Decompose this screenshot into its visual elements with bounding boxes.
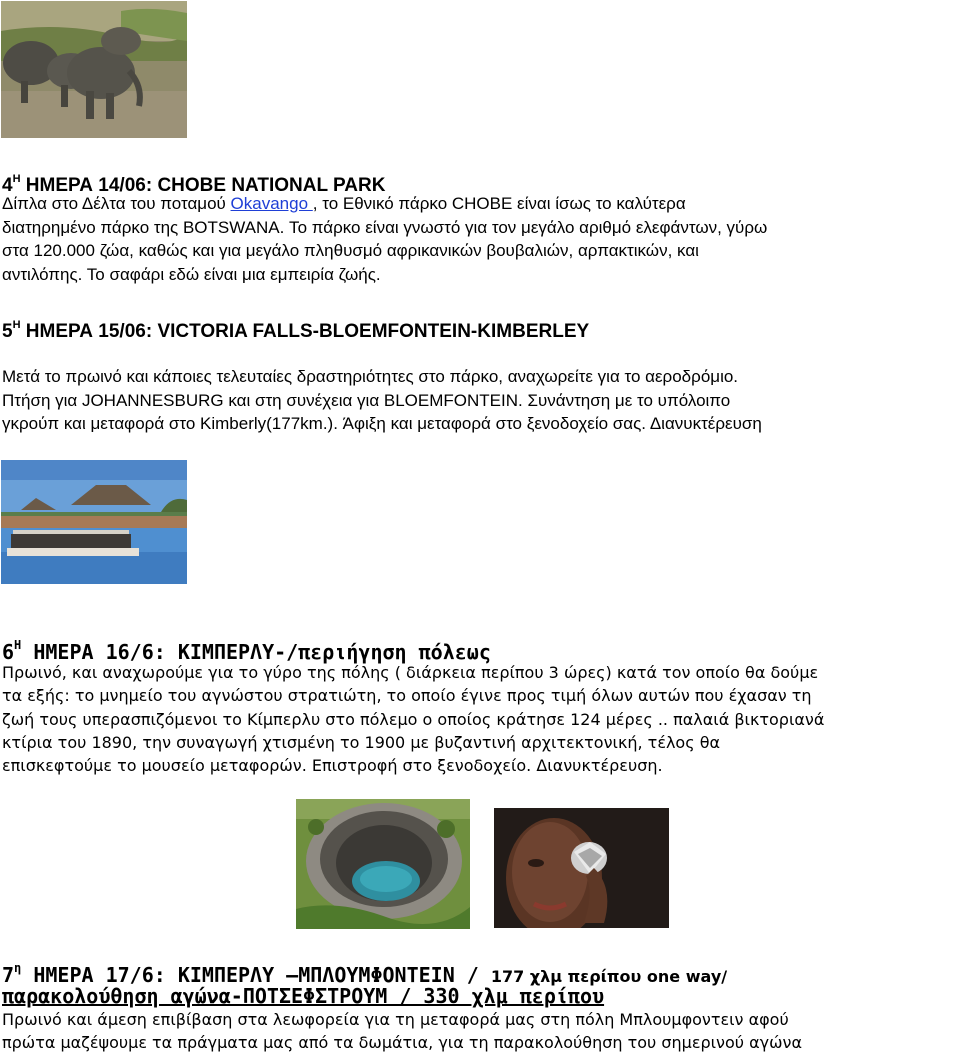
- diamond-photo: [494, 808, 669, 928]
- day5-line-2: Πτήση για JOHANNESBURG και στη συνέχεια για BLOEMFONTEIN. Συνάντηση με το υπόλοιπο: [2, 390, 731, 410]
- day4-line-3: στα 120.000 ζώα, καθώς και για μεγάλο πληθυσμό αφρικανικών βουβαλιών, αρπακτικών, και: [2, 241, 699, 260]
- day5-number: 5: [2, 321, 13, 342]
- day5-line-3: γκρούπ και μεταφορά στο Kimberly(177km.). Άφιξη και μεταφορά στο ξενοδοχείο σας. Διανυκτέρευση: [2, 414, 762, 433]
- day7-title: ΗΜΕΡΑ 17/6: ΚΙΜΠΕΡΛΥ –ΜΠΛΟΥΜΦΟΝΤΕΙΝ /: [21, 963, 491, 987]
- day6-sup: Η: [14, 638, 22, 652]
- day6-line-2: τα εξής: το μνημείο του αγνώστου στρατιώτη, το οποίο έγινε προς τιμή όλων αυτών που έχασαν τη: [2, 686, 812, 706]
- day5-title: ΗΜΕΡΑ 15/06: VICTORIA FALLS-BLOEMFONTEIN-KIMBERLEY: [20, 321, 590, 342]
- elephants-photo: [1, 1, 187, 138]
- big-hole-photo: [296, 799, 470, 929]
- day4-number: 4: [2, 175, 13, 196]
- day6-paragraph: [2, 661, 824, 777]
- day6-line-5: επισκεφτούμε το μουσείο μεταφορών. Επιστροφή στο ξενοδοχείο. Διανυκτέρευση.: [2, 756, 663, 776]
- day4-sup: Η: [12, 173, 21, 185]
- day7-line-1: Πρωινό και άμεση επιβίβαση στα λεωφορεία για τη μεταφορά μας στη πόλη Μπλουμφοντειν αφού: [2, 1010, 789, 1029]
- day7-line-2: πρώτα μαζέψουμε τα πράγματα μας από τα δωμάτια, για τη παρακολούθηση του σημερινού αγώνα: [2, 1033, 803, 1053]
- day4-line-2: διατηρημένο πάρκο της BOTSWANA. Το πάρκο είναι γνωστό για τον μεγάλο αριθμό ελεφάντων, γύρω: [2, 217, 768, 237]
- day6-line-4: κτίρια του 1890, την συναγωγή χτισμένη το 1900 με βυζαντινή αρχιτεκτονική, τέλος θα: [2, 732, 721, 752]
- day7-title-distance: 177 χλμ περίπου one way/: [490, 967, 728, 986]
- day5-sup: Η: [12, 319, 21, 331]
- day4-title: ΗΜΕΡΑ 14/06: CHOBE NATIONAL PARK: [20, 175, 386, 196]
- day4-paragraph: [2, 192, 767, 286]
- day7-number: 7: [2, 963, 15, 987]
- day6-title: ΗΜΕΡΑ 16/6: ΚΙΜΠΕΡΛΥ-/περιήγηση πόλεως: [21, 640, 491, 664]
- day5-line-1: Μετά το πρωινό και κάποιες τελευταίες δραστηριότητες στο πάρκο, αναχωρείτε για το αεροδρόμιο.: [2, 367, 739, 386]
- day6-number: 6: [2, 640, 15, 664]
- okavango-link[interactable]: Okavango: [230, 194, 313, 213]
- day4-line-4: αντιλόπης. Το σαφάρι εδώ είναι μια εμπειρία ζωής.: [2, 264, 381, 284]
- river-boat-photo: [1, 460, 187, 584]
- day6-line-1: Πρωινό, και αναχωρούμε για το γύρο της πόλης ( διάρκεια περίπου 3 ώρες) κατά τον οποίο θα δούμε: [2, 663, 819, 682]
- day5-paragraph: [2, 365, 762, 436]
- day7-paragraph: [2, 1008, 802, 1055]
- day7-subtitle: παρακολούθηση αγώνα-ΠΟΤΣΕΦΣΤΡΟΥΜ / 330 χλμ περίπου: [2, 984, 605, 1008]
- day6-line-3: ζωή τους υπερασπιζόμενοι το Κίμπερλυ στο πόλεμο ο οποίος κράτησε 124 μέρες .. παλαιά βικτοριανά: [2, 709, 825, 729]
- day7-sup: η: [14, 961, 22, 975]
- day5-heading: [2, 314, 589, 343]
- day4-line-1: Δίπλα στο Δέλτα του ποταμού Okavango , το Εθνικό πάρκο CHOBE είναι ίσως το καλύτερα: [2, 194, 686, 213]
